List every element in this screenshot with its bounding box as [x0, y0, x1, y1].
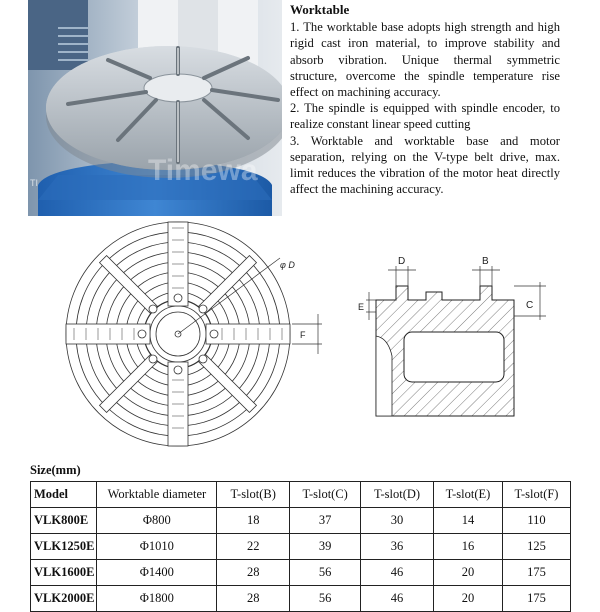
- table-row: [31, 508, 571, 534]
- col-header: T-slot(F): [502, 482, 570, 508]
- col-header: Model: [31, 482, 97, 508]
- label-e: E: [358, 302, 365, 312]
- label-f: F: [300, 330, 306, 340]
- table-cell: 18: [217, 508, 290, 534]
- paragraph-2: 2. The spindle is equipped with spindle encoder, to realize constant linear speed cutting: [290, 101, 560, 132]
- table-cell: 30: [361, 508, 434, 534]
- table-cell: 28: [217, 586, 290, 612]
- watermark: Timewa: [148, 154, 258, 187]
- paragraph-3: 3. Worktable and worktable base and motor separation, relying on the V-type belt drive, max. limit reduces the vibration of the motor heat directly affect the machining accuracy.: [290, 133, 560, 197]
- table-row: [31, 534, 571, 560]
- size-table-title: Size(mm): [30, 463, 81, 477]
- col-header: T-slot(E): [434, 482, 503, 508]
- table-cell: 46: [361, 586, 434, 612]
- table-cell: VLK800E: [31, 508, 97, 534]
- table-cell: 56: [290, 560, 361, 586]
- table-cell: 56: [290, 586, 361, 612]
- table-cell: 28: [217, 560, 290, 586]
- table-header-row: [31, 482, 571, 508]
- paragraph-1: 1. The worktable base adopts high strength and high rigid cast iron material, to improve stability and absorb vibration. Unique thermal symmetric structure, overcome the spindle temperature rise effect on machining accuracy.: [290, 20, 560, 100]
- table-cell: 39: [290, 534, 361, 560]
- table-cell: Φ800: [97, 508, 217, 534]
- label-phi-d: φ D: [280, 260, 295, 270]
- table-cell: 16: [434, 534, 503, 560]
- table-row: [31, 560, 571, 586]
- section-heading: Worktable: [290, 2, 350, 17]
- table-cell: 22: [217, 534, 290, 560]
- size-table: [30, 481, 571, 612]
- table-row: [31, 586, 571, 612]
- table-cell: 37: [290, 508, 361, 534]
- table-cell: Φ1010: [97, 534, 217, 560]
- table-cell: 14: [434, 508, 503, 534]
- col-header: T-slot(B): [217, 482, 290, 508]
- col-header: Worktable diameter: [97, 482, 217, 508]
- t-slot-section-drawing: [336, 246, 556, 426]
- col-header: T-slot(D): [361, 482, 434, 508]
- watermark-fragment: TI: [30, 178, 38, 188]
- table-cell: 20: [434, 560, 503, 586]
- table-cell: 125: [502, 534, 570, 560]
- description-block: [290, 2, 560, 197]
- table-cell: 175: [502, 560, 570, 586]
- table-cell: 36: [361, 534, 434, 560]
- label-c: C: [526, 300, 534, 311]
- table-cell: VLK1250E: [31, 534, 97, 560]
- table-cell: VLK2000E: [31, 586, 97, 612]
- table-cell: 175: [502, 586, 570, 612]
- table-cell: 46: [361, 560, 434, 586]
- label-d: D: [398, 256, 406, 267]
- worktable-photo: [28, 0, 282, 216]
- label-b: B: [482, 256, 489, 267]
- table-cell: VLK1600E: [31, 560, 97, 586]
- table-cell: 20: [434, 586, 503, 612]
- col-header: T-slot(C): [290, 482, 361, 508]
- table-cell: Φ1800: [97, 586, 217, 612]
- worktable-top-view-drawing: [60, 218, 350, 450]
- table-cell: Φ1400: [97, 560, 217, 586]
- table-cell: 110: [502, 508, 570, 534]
